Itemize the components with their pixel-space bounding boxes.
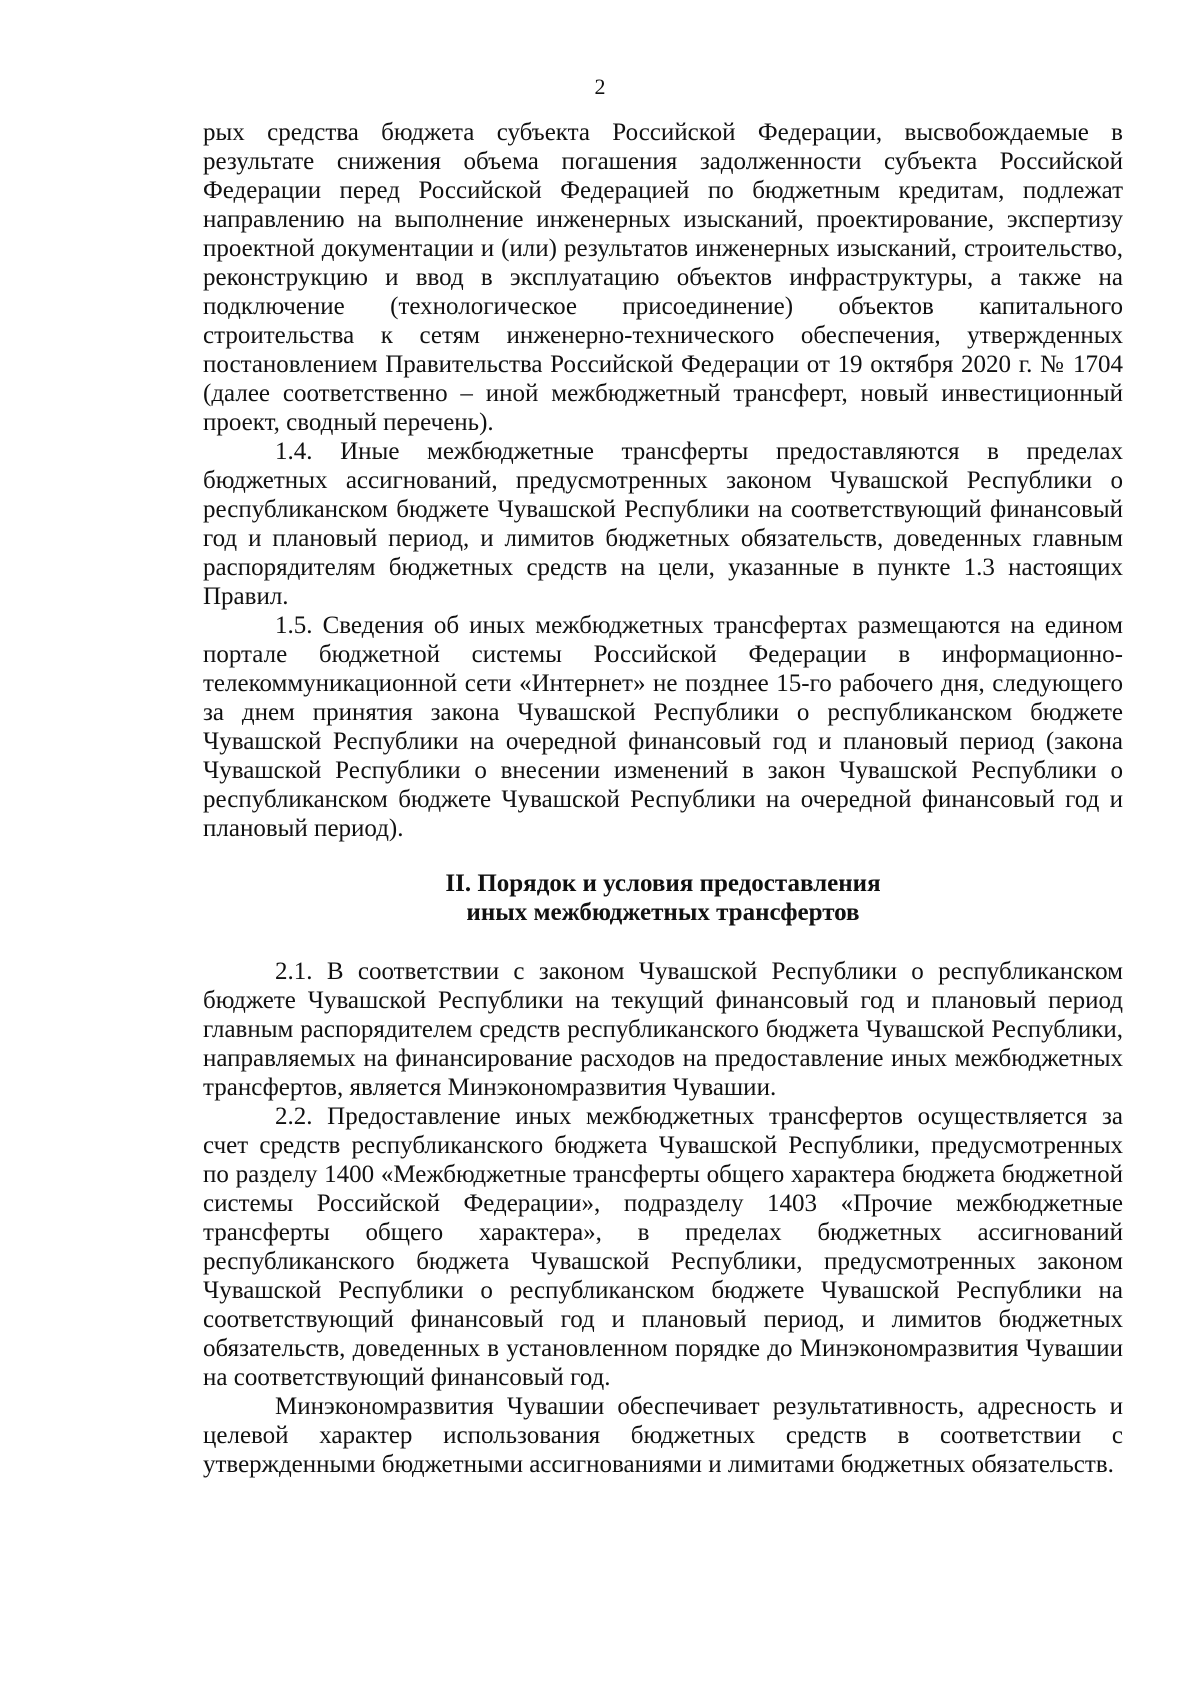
page-number: 2 — [594, 74, 606, 99]
paragraph-continuation: рых средства бюджета субъекта Российской Федерации, высвобождаемые в результате снижения объема погашения задолженности субъекта Российской Федерации перед Российской Федерацией по бюджетным кредитам, подлежат направлению на выполнение инженерных изысканий, проектирование, экспертизу проектной документации и (или) результатов инженерных изысканий, строительство, реконструкцию и ввод в эксплуатацию объектов инфраструктуры, а также на подключение (технологическое присоединение) объектов капитального строительства к сетям инженерно-технического обеспечения, утвержденных постановлением Правительства Российской Федерации от 19 октября 2020 г. № 1704 (далее соответственно – иной межбюджетный трансферт, новый инвестиционный проект, сводный перечень). — [203, 119, 1123, 436]
section-heading-line-2: иных межбюджетных трансфертов — [466, 899, 860, 926]
paragraph-1-5: 1.5. Сведения об иных межбюджетных трансфертах размещаются на едином портале бюджетной системы Российской Федерации в информационно-телекоммуникационной сети «Интернет» не позднее 15-го рабочего дня, следующего за днем принятия закона Чувашской Республики о республиканском бюджете Чувашской Республики на очередной финансовый год и плановый период (закона Чувашской Республики о внесении изменений в закон Чувашской Республики о республиканском бюджете Чувашской Республики на очередной финансовый год и плановый период). — [203, 612, 1123, 842]
paragraph-2-2-continuation: Минэкономразвития Чувашии обеспечивает результативность, адресность и целевой характер использования бюджетных средств в соответствии с утвержденными бюджетными ассигнованиями и лимитами бюджетных обязательств. — [203, 1393, 1123, 1478]
section-heading-line-1: II. Порядок и условия предоставления — [445, 870, 881, 897]
document-body — [203, 118, 1123, 1479]
paragraph-2-1: 2.1. В соответствии с законом Чувашской Республики о республиканском бюджете Чувашской Республики на текущий финансовый год и плановый период главным распорядителем средств республиканского бюджета Чувашской Республики, направляемых на финансирование расходов на предоставление иных межбюджетных трансфертов, является Минэкономразвития Чувашии. — [203, 958, 1123, 1101]
paragraph-1-4: 1.4. Иные межбюджетные трансферты предоставляются в пределах бюджетных ассигнований, предусмотренных законом Чувашской Республики о республиканском бюджете Чувашской Республики на соответствующий финансовый год и плановый период, и лимитов бюджетных обязательств, доведенных главным распорядителям бюджетных средств на цели, указанные в пункте 1.3 настоящих Правил. — [203, 438, 1123, 610]
section-heading — [203, 869, 1123, 927]
paragraph-2-2: 2.2. Предоставление иных межбюджетных трансфертов осуществляется за счет средств республиканского бюджета Чувашской Республики, предусмотренных по разделу 1400 «Межбюджетные трансферты общего характера бюджета бюджетной системы Российской Федерации», подразделу 1403 «Прочие межбюджетные трансферты общего характера», в пределах бюджетных ассигнований республиканского бюджета Чувашской Республики, предусмотренных законом Чувашской Республики о республиканском бюджете Чувашской Республики на соответствующий финансовый год и плановый период, и лимитов бюджетных обязательств, доведенных в установленном порядке до Минэкономразвития Чувашии на соответствующий финансовый год. — [203, 1103, 1123, 1391]
